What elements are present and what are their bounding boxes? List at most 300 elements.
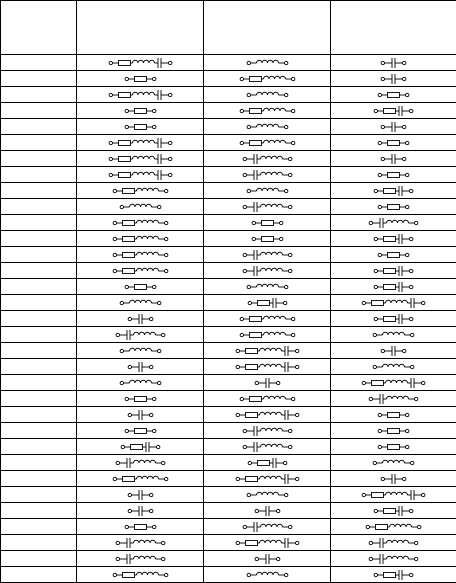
capacitor-icon [380, 394, 383, 404]
circuit-cell [204, 471, 331, 487]
resistor-icon [245, 540, 257, 545]
table-row [1, 471, 456, 487]
inductor-icon [263, 108, 285, 111]
inductor-icon [256, 284, 278, 287]
capacitor-icon [127, 330, 130, 340]
resistor-icon [388, 140, 400, 145]
capacitor-icon [411, 298, 414, 308]
terminal-icon [240, 141, 243, 144]
inductor-icon [387, 220, 409, 223]
terminal-icon [120, 381, 123, 384]
table-row [1, 183, 456, 199]
terminal-icon [406, 413, 409, 416]
terminal-icon [369, 557, 372, 560]
terminal-icon [415, 221, 418, 224]
resistor-icon [122, 476, 134, 481]
circuit-symbol [242, 521, 293, 533]
terminal-icon [374, 109, 377, 112]
resistor-icon [245, 412, 257, 417]
circuit-symbol [127, 313, 154, 325]
table-row [1, 439, 456, 455]
circuit-cell [204, 343, 331, 359]
circuit-symbol [235, 537, 300, 549]
capacitor-icon [285, 362, 288, 372]
terminal-icon [288, 157, 291, 160]
inductor-icon [256, 124, 278, 127]
circuit-symbol [247, 457, 288, 469]
terminal-icon [240, 333, 243, 336]
capacitor-icon [273, 458, 276, 468]
inductor-icon [383, 460, 405, 463]
terminal-icon [120, 349, 123, 352]
terminal-icon [236, 365, 239, 368]
capacitor-icon [139, 410, 142, 420]
row-label-cell [1, 295, 77, 311]
inductor-icon [387, 556, 409, 559]
terminal-icon [149, 493, 152, 496]
terminal-icon [373, 365, 376, 368]
circuit-symbol [242, 425, 293, 437]
circuit-cell [204, 167, 331, 183]
terminal-icon [128, 509, 131, 512]
circuit-symbol [127, 505, 154, 517]
terminal-icon [378, 93, 381, 96]
terminal-icon [410, 573, 413, 576]
terminal-icon [247, 285, 250, 288]
terminal-icon [157, 205, 160, 208]
terminal-icon [406, 93, 409, 96]
terminal-icon [156, 445, 159, 448]
capacitor-icon [146, 442, 149, 452]
header-cell-0 [1, 1, 77, 55]
terminal-icon [381, 477, 384, 480]
resistor-icon [384, 316, 396, 321]
inductor-icon [260, 172, 282, 175]
table-row [1, 343, 456, 359]
resistor-icon [388, 92, 400, 97]
terminal-icon [295, 349, 298, 352]
circuit-symbol [239, 137, 296, 149]
terminal-icon [410, 509, 413, 512]
circuit-symbol [127, 361, 154, 373]
terminal-icon [284, 285, 287, 288]
circuit-cell [331, 103, 456, 119]
terminal-icon [116, 557, 119, 560]
circuit-cell [331, 71, 456, 87]
inductor-icon [136, 220, 158, 223]
table-row [1, 407, 456, 423]
circuit-cell [77, 215, 204, 231]
terminal-icon [381, 157, 384, 160]
table-row [1, 359, 456, 375]
capacitor-icon [254, 426, 257, 436]
capacitor-icon [266, 554, 269, 564]
terminal-icon [120, 301, 123, 304]
capacitor-icon [399, 282, 402, 292]
row-label-cell [1, 87, 77, 103]
resistor-icon [134, 284, 146, 289]
circuit-cell [204, 279, 331, 295]
circuit-cell [331, 199, 456, 215]
circuit-symbol [373, 505, 414, 517]
terminal-icon [366, 525, 369, 528]
row-label-cell [1, 231, 77, 247]
table-row [1, 215, 456, 231]
terminal-icon [288, 173, 291, 176]
terminal-icon [418, 525, 421, 528]
resistor-icon [384, 108, 396, 113]
table-row [1, 375, 456, 391]
terminal-icon [168, 61, 171, 64]
resistor-icon [134, 76, 146, 81]
circuit-cell [77, 199, 204, 215]
terminal-icon [121, 445, 124, 448]
circuit-symbol [239, 313, 296, 325]
terminal-icon [381, 125, 384, 128]
circuit-cell [331, 551, 456, 567]
circuit-symbol [112, 217, 169, 229]
terminal-icon [157, 349, 160, 352]
resistor-icon [118, 156, 130, 161]
table-row [1, 103, 456, 119]
terminal-icon [373, 461, 376, 464]
terminal-icon [252, 237, 255, 240]
circuit-cell [77, 439, 204, 455]
circuit-cell [331, 263, 456, 279]
inductor-icon [136, 268, 158, 271]
terminal-icon [410, 285, 413, 288]
terminal-icon [291, 333, 294, 336]
terminal-icon [374, 509, 377, 512]
circuit-cell [204, 231, 331, 247]
terminal-icon [288, 205, 291, 208]
inductor-icon [263, 76, 285, 79]
terminal-icon [243, 205, 246, 208]
capacitor-icon [254, 154, 257, 164]
terminal-icon [109, 93, 112, 96]
capacitor-icon [399, 106, 402, 116]
table-row [1, 503, 456, 519]
circuit-cell [204, 455, 331, 471]
circuit-symbol [119, 377, 162, 389]
terminal-icon [152, 397, 155, 400]
inductor-icon [129, 348, 151, 351]
resistor-icon [118, 60, 130, 65]
circuit-symbol [112, 569, 169, 581]
terminal-icon [411, 333, 414, 336]
terminal-icon [125, 525, 128, 528]
terminal-icon [378, 205, 381, 208]
header-row [1, 1, 456, 55]
inductor-icon [136, 236, 158, 239]
capacitor-icon [380, 554, 383, 564]
terminal-icon [378, 173, 381, 176]
resistor-icon [249, 140, 261, 145]
terminal-icon [113, 573, 116, 576]
resistor-icon [134, 396, 146, 401]
table-row [1, 311, 456, 327]
inductor-icon [383, 332, 405, 335]
capacitor-icon [158, 170, 161, 180]
inductor-icon [136, 252, 158, 255]
terminal-icon [411, 365, 414, 368]
resistor-icon [388, 412, 400, 417]
row-label-cell [1, 167, 77, 183]
inductor-icon [132, 172, 154, 175]
capacitor-icon [399, 506, 402, 516]
capacitor-icon [139, 490, 142, 500]
circuit-cell [77, 487, 204, 503]
terminal-icon [422, 301, 425, 304]
terminal-icon [369, 221, 372, 224]
terminal-icon [284, 189, 287, 192]
circuit-cell [204, 151, 331, 167]
row-label-cell [1, 535, 77, 551]
terminal-icon [240, 397, 243, 400]
terminal-icon [410, 269, 413, 272]
capacitor-icon [285, 474, 288, 484]
terminal-icon [362, 381, 365, 384]
inductor-icon [132, 92, 154, 95]
terminal-icon [120, 205, 123, 208]
terminal-icon [410, 317, 413, 320]
circuit-symbol [239, 329, 296, 341]
terminal-icon [128, 317, 131, 320]
circuit-symbol [127, 489, 154, 501]
capacitor-icon [285, 538, 288, 548]
circuit-symbol [108, 137, 173, 149]
circuit-symbol [246, 185, 289, 197]
resistor-icon [372, 380, 384, 385]
row-label-cell [1, 119, 77, 135]
circuit-cell [331, 471, 456, 487]
terminal-icon [255, 381, 258, 384]
circuit-symbol [373, 105, 414, 117]
terminal-icon [125, 397, 128, 400]
circuit-cell [77, 183, 204, 199]
circuit-cell [77, 167, 204, 183]
terminal-icon [406, 205, 409, 208]
circuit-symbol [377, 441, 410, 453]
resistor-icon [122, 188, 134, 193]
capacitor-icon [399, 570, 402, 580]
terminal-icon [113, 269, 116, 272]
circuit-symbol [377, 137, 410, 149]
terminal-icon [378, 253, 381, 256]
terminal-icon [152, 285, 155, 288]
capacitor-icon [127, 554, 130, 564]
inductor-icon [259, 540, 281, 543]
terminal-icon [109, 61, 112, 64]
circuit-cell [331, 327, 456, 343]
circuit-symbol [246, 281, 289, 293]
circuit-symbol [242, 441, 293, 453]
terminal-icon [168, 173, 171, 176]
capacitor-icon [411, 378, 414, 388]
resistor-icon [245, 364, 257, 369]
row-label-cell [1, 503, 77, 519]
circuit-cell [204, 375, 331, 391]
terminal-icon [157, 301, 160, 304]
terminal-icon [378, 429, 381, 432]
inductor-icon [259, 412, 281, 415]
circuit-symbol [242, 201, 293, 213]
terminal-icon [125, 285, 128, 288]
resistor-icon [249, 396, 261, 401]
terminal-icon [152, 125, 155, 128]
terminal-icon [284, 93, 287, 96]
circuit-cell [331, 343, 456, 359]
circuit-symbol [380, 73, 407, 85]
circuit-cell [331, 423, 456, 439]
capacitor-icon [266, 378, 269, 388]
terminal-icon [125, 429, 128, 432]
resistor-icon [384, 188, 396, 193]
terminal-icon [116, 333, 119, 336]
circuit-symbol [115, 537, 166, 549]
terminal-icon [284, 125, 287, 128]
terminal-icon [109, 141, 112, 144]
circuit-symbol [112, 265, 169, 277]
capacitor-icon [127, 458, 130, 468]
terminal-icon [288, 445, 291, 448]
inductor-icon [260, 204, 282, 207]
terminal-icon [236, 349, 239, 352]
circuit-cell [331, 183, 456, 199]
circuit-symbol [368, 217, 419, 229]
terminal-icon [291, 77, 294, 80]
inductor-icon [256, 572, 278, 575]
capacitor-icon [254, 170, 257, 180]
circuit-symbol [380, 345, 407, 357]
inductor-icon [259, 348, 281, 351]
circuit-symbol [112, 473, 169, 485]
terminal-icon [164, 189, 167, 192]
circuit-symbol [119, 201, 162, 213]
circuit-symbol [127, 409, 154, 421]
inductor-icon [260, 428, 282, 431]
inductor-icon [263, 140, 285, 143]
circuit-cell [204, 519, 331, 535]
circuit-cell [77, 279, 204, 295]
circuit-cell [331, 487, 456, 503]
capacitor-icon [399, 266, 402, 276]
terminal-icon [243, 253, 246, 256]
table-row [1, 231, 456, 247]
resistor-icon [249, 108, 261, 113]
terminal-icon [415, 397, 418, 400]
circuit-cell [77, 471, 204, 487]
circuit-symbol [235, 345, 300, 357]
circuit-symbol [377, 89, 410, 101]
circuit-cell [77, 135, 204, 151]
inductor-icon [133, 540, 155, 543]
terminal-icon [152, 429, 155, 432]
terminal-icon [149, 365, 152, 368]
circuit-cell [77, 503, 204, 519]
circuit-symbol [112, 233, 169, 245]
circuit-symbol [242, 265, 293, 277]
terminal-icon [381, 61, 384, 64]
terminal-icon [243, 157, 246, 160]
capacitor-icon [254, 442, 257, 452]
inductor-icon [259, 364, 281, 367]
terminal-icon [369, 397, 372, 400]
resistor-icon [249, 76, 261, 81]
terminal-icon [236, 477, 239, 480]
circuit-cell [204, 359, 331, 375]
row-label-cell [1, 343, 77, 359]
circuit-symbol [108, 169, 173, 181]
circuit-symbol [112, 185, 169, 197]
circuit-cell [77, 247, 204, 263]
circuit-symbol [124, 105, 157, 117]
capacitor-icon [139, 362, 142, 372]
circuit-cell [204, 391, 331, 407]
terminal-icon [240, 109, 243, 112]
circuit-symbol [372, 361, 415, 373]
terminal-icon [164, 253, 167, 256]
resistor-icon [122, 252, 134, 257]
terminal-icon [125, 109, 128, 112]
row-label-cell [1, 71, 77, 87]
circuit-symbol [239, 105, 296, 117]
resistor-icon [384, 236, 396, 241]
inductor-icon [260, 252, 282, 255]
terminal-icon [295, 541, 298, 544]
capacitor-icon [127, 538, 130, 548]
circuit-cell [204, 567, 331, 583]
inductor-icon [132, 140, 154, 143]
table-row [1, 55, 456, 71]
circuit-cell [204, 135, 331, 151]
terminal-icon [125, 77, 128, 80]
terminal-icon [255, 557, 258, 560]
row-label-cell [1, 199, 77, 215]
circuit-cell [204, 103, 331, 119]
terminal-icon [291, 317, 294, 320]
circuit-cell [204, 295, 331, 311]
circuit-symbol [361, 489, 426, 501]
circuit-symbol [235, 473, 300, 485]
terminal-icon [374, 285, 377, 288]
circuit-symbol [112, 249, 169, 261]
inductor-icon [390, 524, 412, 527]
circuit-symbol [373, 185, 414, 197]
circuit-symbol [361, 377, 426, 389]
circuit-symbol [251, 217, 284, 229]
inductor-icon [263, 316, 285, 319]
circuit-cell [331, 87, 456, 103]
inductor-icon [260, 156, 282, 159]
table-row [1, 199, 456, 215]
terminal-icon [248, 301, 251, 304]
circuit-cell [331, 215, 456, 231]
circuit-symbol [254, 505, 281, 517]
row-label-cell [1, 135, 77, 151]
terminal-icon [161, 541, 164, 544]
circuit-symbol [380, 121, 407, 133]
inductor-icon [129, 300, 151, 303]
row-label-cell [1, 183, 77, 199]
circuit-cell [331, 567, 456, 583]
circuit-cell [331, 167, 456, 183]
circuit-symbol [380, 473, 407, 485]
resistor-icon [376, 524, 388, 529]
capacitor-icon [392, 74, 395, 84]
table-row [1, 567, 456, 583]
table-row [1, 119, 456, 135]
